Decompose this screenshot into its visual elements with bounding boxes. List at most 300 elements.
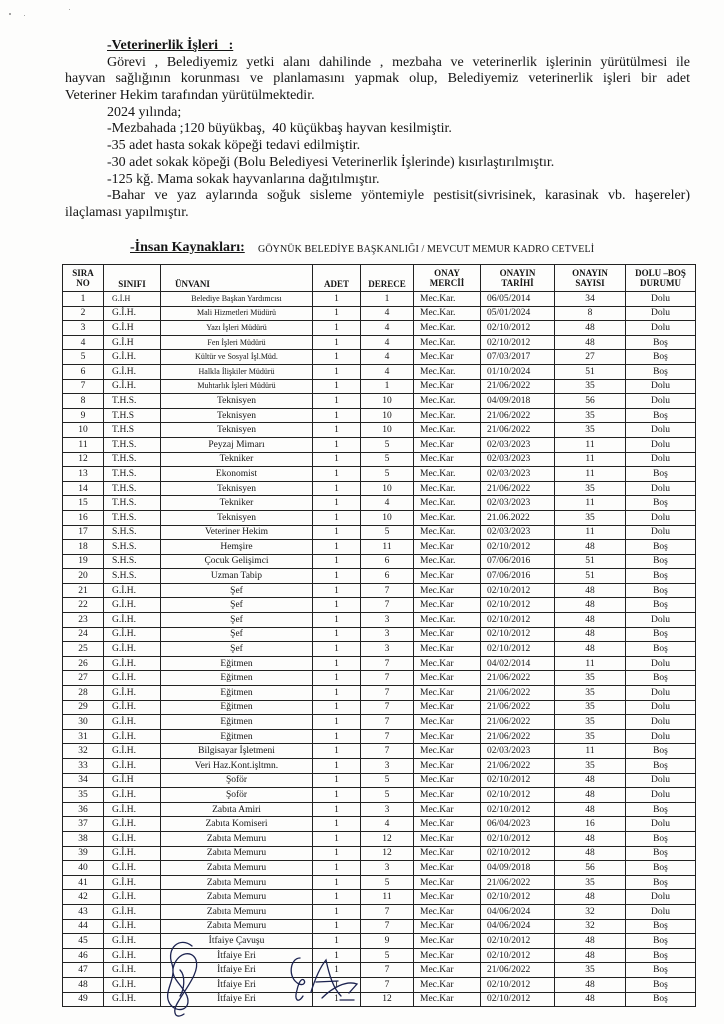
cell-unvani: Teknisyen — [161, 394, 313, 409]
cell-sinifi: T.H.S. — [104, 482, 161, 497]
cell-onayin-sayisi: 11 — [555, 744, 626, 759]
table-row — [63, 861, 696, 876]
cell-derece: 10 — [361, 409, 414, 424]
cell-onayin-sayisi: 35 — [555, 482, 626, 497]
cell-derece: 3 — [361, 613, 414, 628]
cell-onay-mercii: Mec.Kar — [414, 876, 481, 891]
cell-onay-mercii: Mec.Kar — [414, 730, 481, 745]
cell-onayin-sayisi: 48 — [555, 949, 626, 964]
cell-durum: Boş — [626, 336, 696, 351]
cell-onay-mercii: Mec.Kar — [414, 598, 481, 613]
cell-derece: 5 — [361, 788, 414, 803]
cell-onay-mercii: Mec.Kar — [414, 905, 481, 920]
cell-derece: 7 — [361, 598, 414, 613]
cell-onayin-tarihi: 02/10/2012 — [481, 949, 555, 964]
cell-durum: Boş — [626, 934, 696, 949]
cell-sira-no: 8 — [63, 394, 104, 409]
table-row — [63, 496, 696, 511]
header-durum: DOLU –BOŞ DURUMU — [626, 265, 696, 292]
cell-derece: 7 — [361, 657, 414, 672]
cell-durum: Boş — [626, 365, 696, 380]
cell-sinifi: G.İ.H. — [104, 584, 161, 599]
cell-onayin-tarihi: 02/03/2023 — [481, 438, 555, 453]
cell-onay-mercii: Mec.Kar — [414, 934, 481, 949]
table-row — [63, 584, 696, 599]
cell-durum: Dolu — [626, 526, 696, 541]
cell-onayin-sayisi: 11 — [555, 453, 626, 468]
cell-unvani: Eğitmen — [161, 715, 313, 730]
cell-onayin-tarihi: 02/10/2012 — [481, 642, 555, 657]
cell-adet: 1 — [313, 701, 361, 716]
cell-onayin-sayisi: 11 — [555, 496, 626, 511]
cell-onay-mercii: Mec.Kar. — [414, 292, 481, 307]
cell-unvani: Veri Haz.Kont.işltmn. — [161, 759, 313, 774]
cell-onayin-sayisi: 11 — [555, 438, 626, 453]
cell-sinifi: G.İ.H. — [104, 628, 161, 643]
table-row — [63, 949, 696, 964]
cell-onayin-tarihi: 21/06/2022 — [481, 423, 555, 438]
cell-onayin-sayisi: 48 — [555, 803, 626, 818]
cell-unvani: İtfaiye Eri — [161, 963, 313, 978]
cell-unvani: Şef — [161, 584, 313, 599]
cell-onayin-sayisi: 35 — [555, 423, 626, 438]
cell-unvani: Mali Hizmetleri Müdürü — [161, 307, 313, 322]
cell-sira-no: 2 — [63, 307, 104, 322]
cell-sira-no: 27 — [63, 671, 104, 686]
cell-durum: Dolu — [626, 890, 696, 905]
cell-onay-mercii: Mec.Kar. — [414, 336, 481, 351]
cell-onayin-sayisi: 48 — [555, 628, 626, 643]
cell-onayin-tarihi: 02/10/2012 — [481, 788, 555, 803]
cell-sira-no: 20 — [63, 569, 104, 584]
cell-durum: Dolu — [626, 730, 696, 745]
cell-onayin-sayisi: 48 — [555, 978, 626, 993]
cell-sinifi: G.İ.H — [104, 336, 161, 351]
table-row — [63, 847, 696, 862]
cell-onay-mercii: Mec.Kar — [414, 759, 481, 774]
cell-sira-no: 17 — [63, 526, 104, 541]
header-sinifi: SINIFI — [104, 265, 161, 292]
cell-sira-no: 26 — [63, 657, 104, 672]
cell-sira-no: 16 — [63, 511, 104, 526]
header-adet: ADET — [313, 265, 361, 292]
cell-sira-no: 23 — [63, 613, 104, 628]
cell-durum: Boş — [626, 876, 696, 891]
cell-onayin-tarihi: 02/10/2012 — [481, 774, 555, 789]
header-onayin-sayisi: ONAYIN SAYISI — [555, 265, 626, 292]
cell-durum: Boş — [626, 540, 696, 555]
cell-unvani: İtfaiye Çavuşu — [161, 934, 313, 949]
scan-speck — [69, 9, 70, 10]
cell-derece: 4 — [361, 496, 414, 511]
cell-sira-no: 15 — [63, 496, 104, 511]
cell-derece: 5 — [361, 467, 414, 482]
table-row — [63, 642, 696, 657]
cell-derece: 10 — [361, 482, 414, 497]
cell-onayin-tarihi: 04/02/2014 — [481, 657, 555, 672]
cell-sira-no: 40 — [63, 861, 104, 876]
cell-onayin-tarihi: 21/06/2022 — [481, 715, 555, 730]
cell-adet: 1 — [313, 321, 361, 336]
cell-derece: 10 — [361, 394, 414, 409]
cell-onayin-sayisi: 48 — [555, 584, 626, 599]
cell-onay-mercii: Mec.Kar — [414, 993, 481, 1008]
cell-onayin-sayisi: 35 — [555, 730, 626, 745]
cell-derece: 11 — [361, 890, 414, 905]
cell-sinifi: G.İ.H. — [104, 365, 161, 380]
cell-adet: 1 — [313, 642, 361, 657]
cell-onay-mercii: Mec.Kar — [414, 540, 481, 555]
cell-onay-mercii: Mec.Kar — [414, 803, 481, 818]
cell-sira-no: 37 — [63, 817, 104, 832]
cell-unvani: Uzman Tabip — [161, 569, 313, 584]
table-row — [63, 715, 696, 730]
cell-onayin-tarihi: 21/06/2022 — [481, 409, 555, 424]
cell-unvani: Eğitmen — [161, 686, 313, 701]
cell-derece: 7 — [361, 978, 414, 993]
cell-durum: Boş — [626, 671, 696, 686]
table-header-row — [63, 265, 696, 292]
cell-durum: Dolu — [626, 438, 696, 453]
cell-onayin-tarihi: 02/03/2023 — [481, 496, 555, 511]
cell-onay-mercii: Mec.Kar. — [414, 365, 481, 380]
cell-derece: 5 — [361, 876, 414, 891]
cell-onayin-tarihi: 02/03/2023 — [481, 526, 555, 541]
cell-derece: 5 — [361, 453, 414, 468]
cell-onay-mercii: Mec.Kar — [414, 963, 481, 978]
cell-unvani: Yazı İşleri Müdürü — [161, 321, 313, 336]
cell-derece: 3 — [361, 803, 414, 818]
cell-sira-no: 49 — [63, 993, 104, 1008]
cell-onayin-tarihi: 05/01/2024 — [481, 307, 555, 322]
cell-onayin-tarihi: 02/10/2012 — [481, 598, 555, 613]
cell-sira-no: 18 — [63, 540, 104, 555]
cell-durum: Dolu — [626, 788, 696, 803]
scan-speck — [24, 15, 25, 16]
cell-sinifi: G.İ.H — [104, 321, 161, 336]
table-row — [63, 876, 696, 891]
cell-sinifi: G.İ.H. — [104, 993, 161, 1008]
cell-onayin-tarihi: 21/06/2022 — [481, 876, 555, 891]
section-title-veterinerlik: -Veterinerlik İşleri : — [107, 38, 234, 53]
cell-onayin-tarihi: 02/10/2012 — [481, 613, 555, 628]
cell-onay-mercii: Mec.Kar — [414, 861, 481, 876]
cell-sira-no: 47 — [63, 963, 104, 978]
list-item: -Mezbahada ;120 büyükbaş, 40 küçükbaş hayvan kesilmiştir. — [107, 121, 452, 137]
header-unvani: ÜNVANI — [161, 265, 313, 292]
cell-onayin-tarihi: 01/10/2024 — [481, 365, 555, 380]
table-row — [63, 628, 696, 643]
table-row — [63, 832, 696, 847]
cell-sinifi: G.İ.H. — [104, 890, 161, 905]
cell-unvani: Zabıta Memuru — [161, 861, 313, 876]
cell-sinifi: S.H.S. — [104, 540, 161, 555]
cell-adet: 1 — [313, 963, 361, 978]
cell-derece: 3 — [361, 642, 414, 657]
cell-sinifi: G.İ.H. — [104, 759, 161, 774]
cell-derece: 12 — [361, 832, 414, 847]
cell-onay-mercii: Mec.Kar — [414, 657, 481, 672]
cell-onay-mercii: Mec.Kar — [414, 890, 481, 905]
cell-unvani: Şoför — [161, 788, 313, 803]
cell-sinifi: G.İ.H. — [104, 978, 161, 993]
cell-sira-no: 42 — [63, 890, 104, 905]
cell-onayin-sayisi: 35 — [555, 380, 626, 395]
cell-adet: 1 — [313, 671, 361, 686]
cell-onay-mercii: Mec.Kar — [414, 453, 481, 468]
cell-onay-mercii: Mec.Kar — [414, 715, 481, 730]
cell-durum: Dolu — [626, 817, 696, 832]
table-row — [63, 467, 696, 482]
cell-durum: Boş — [626, 409, 696, 424]
cell-durum: Boş — [626, 861, 696, 876]
cell-onay-mercii: Mec.Kar — [414, 438, 481, 453]
cell-unvani: Zabıta Memuru — [161, 920, 313, 935]
cell-onayin-tarihi: 06/05/2014 — [481, 292, 555, 307]
cell-derece: 4 — [361, 817, 414, 832]
cell-onay-mercii: Mec.Kar — [414, 978, 481, 993]
cell-onayin-sayisi: 48 — [555, 934, 626, 949]
cell-onayin-sayisi: 11 — [555, 467, 626, 482]
cell-onayin-sayisi: 35 — [555, 701, 626, 716]
cell-unvani: Peyzaj Mimarı — [161, 438, 313, 453]
cell-adet: 1 — [313, 526, 361, 541]
cell-derece: 4 — [361, 350, 414, 365]
cell-unvani: Zabıta Amiri — [161, 803, 313, 818]
cell-onayin-sayisi: 35 — [555, 671, 626, 686]
cell-sinifi: G.İ.H. — [104, 642, 161, 657]
table-row — [63, 569, 696, 584]
cell-sinifi: S.H.S. — [104, 555, 161, 570]
cell-sinifi: T.H.S. — [104, 496, 161, 511]
cell-onayin-sayisi: 35 — [555, 963, 626, 978]
year-intro: 2024 yılında; — [107, 104, 182, 120]
cell-onayin-sayisi: 35 — [555, 511, 626, 526]
cell-sinifi: T.H.S. — [104, 438, 161, 453]
cell-onayin-tarihi: 21/06/2022 — [481, 671, 555, 686]
cell-sinifi: G.İ.H. — [104, 380, 161, 395]
table-row — [63, 307, 696, 322]
cell-sinifi: T.H.S — [104, 423, 161, 438]
table-row — [63, 890, 696, 905]
cell-adet: 1 — [313, 744, 361, 759]
cell-derece: 10 — [361, 511, 414, 526]
cell-unvani: Fen İşleri Müdürü — [161, 336, 313, 351]
cell-onay-mercii: Mec.Kar. — [414, 467, 481, 482]
cell-adet: 1 — [313, 438, 361, 453]
cell-sira-no: 38 — [63, 832, 104, 847]
cell-derece: 1 — [361, 292, 414, 307]
cell-unvani: Halkla İlişkiler Müdürü — [161, 365, 313, 380]
cell-sira-no: 19 — [63, 555, 104, 570]
cell-onay-mercii: Mec.Kar. — [414, 555, 481, 570]
cell-durum: Dolu — [626, 394, 696, 409]
cell-onay-mercii: Mec.Kar. — [414, 321, 481, 336]
cell-onayin-sayisi: 27 — [555, 350, 626, 365]
cell-onayin-tarihi: 02/10/2012 — [481, 803, 555, 818]
cell-adet: 1 — [313, 336, 361, 351]
table-caption: GÖYNÜK BELEDİYE BAŞKANLIĞI / MEVCUT MEMUR KADRO CETVELİ — [258, 244, 595, 255]
cell-sinifi: G.İ.H — [104, 292, 161, 307]
cell-sira-no: 32 — [63, 744, 104, 759]
cell-adet: 1 — [313, 949, 361, 964]
cell-adet: 1 — [313, 715, 361, 730]
cell-durum: Boş — [626, 496, 696, 511]
cell-onayin-tarihi: 04/06/2024 — [481, 905, 555, 920]
cell-onay-mercii: Mec.Kar. — [414, 394, 481, 409]
table-row — [63, 598, 696, 613]
cell-sinifi: G.İ.H. — [104, 715, 161, 730]
cell-adet: 1 — [313, 394, 361, 409]
cell-derece: 7 — [361, 671, 414, 686]
cell-adet: 1 — [313, 409, 361, 424]
cell-unvani: Ekonomist — [161, 467, 313, 482]
cell-derece: 7 — [361, 744, 414, 759]
cell-sinifi: G.İ.H. — [104, 949, 161, 964]
cell-durum: Boş — [626, 993, 696, 1008]
table-row — [63, 423, 696, 438]
table-row — [63, 978, 696, 993]
cell-onayin-tarihi: 02/10/2012 — [481, 934, 555, 949]
cell-unvani: Zabıta Memuru — [161, 847, 313, 862]
cell-onay-mercii: Mec.Kar — [414, 584, 481, 599]
cell-sira-no: 21 — [63, 584, 104, 599]
cell-onayin-tarihi: 21/06/2022 — [481, 380, 555, 395]
cell-durum: Boş — [626, 803, 696, 818]
cell-durum: Boş — [626, 628, 696, 643]
cell-onayin-tarihi: 02/03/2023 — [481, 453, 555, 468]
cell-onayin-tarihi: 21/06/2022 — [481, 730, 555, 745]
cell-durum: Boş — [626, 963, 696, 978]
kadro-table — [62, 264, 696, 1007]
cell-derece: 10 — [361, 423, 414, 438]
cell-onayin-sayisi: 48 — [555, 774, 626, 789]
cell-sira-no: 39 — [63, 847, 104, 862]
cell-onay-mercii: Mec.Kar — [414, 701, 481, 716]
cell-onayin-sayisi: 48 — [555, 540, 626, 555]
cell-adet: 1 — [313, 978, 361, 993]
cell-sira-no: 12 — [63, 453, 104, 468]
table-row — [63, 993, 696, 1008]
cell-derece: 7 — [361, 905, 414, 920]
cell-derece: 5 — [361, 774, 414, 789]
table-row — [63, 788, 696, 803]
table-row — [63, 730, 696, 745]
cell-onayin-sayisi: 35 — [555, 876, 626, 891]
cell-derece: 5 — [361, 526, 414, 541]
cell-onay-mercii: Mec.Kar. — [414, 482, 481, 497]
cell-onayin-sayisi: 11 — [555, 657, 626, 672]
table-row — [63, 963, 696, 978]
cell-onayin-sayisi: 56 — [555, 861, 626, 876]
cell-sinifi: T.H.S. — [104, 453, 161, 468]
cell-onayin-sayisi: 48 — [555, 847, 626, 862]
cell-onayin-tarihi: 02/10/2012 — [481, 978, 555, 993]
cell-adet: 1 — [313, 759, 361, 774]
cell-durum: Dolu — [626, 686, 696, 701]
cell-sinifi: G.İ.H. — [104, 920, 161, 935]
cell-durum: Dolu — [626, 380, 696, 395]
cell-sira-no: 46 — [63, 949, 104, 964]
list-item: -30 adet sokak köpeği (Bolu Belediyesi Veterinerlik İşlerinde) kısırlaştırılmıştır. — [107, 154, 555, 170]
table-row — [63, 350, 696, 365]
paragraph-line: Veteriner Hekim tarafından yürütülmektedir. — [65, 88, 315, 104]
cell-onayin-sayisi: 35 — [555, 409, 626, 424]
cell-unvani: Zabıta Memuru — [161, 832, 313, 847]
cell-durum: Boş — [626, 584, 696, 599]
cell-onayin-sayisi: 32 — [555, 920, 626, 935]
cell-sira-no: 1 — [63, 292, 104, 307]
table-row — [63, 803, 696, 818]
cell-adet: 1 — [313, 774, 361, 789]
cell-durum: Dolu — [626, 701, 696, 716]
cell-durum: Dolu — [626, 423, 696, 438]
cell-adet: 1 — [313, 934, 361, 949]
cell-sira-no: 30 — [63, 715, 104, 730]
table-row — [63, 482, 696, 497]
cell-onay-mercii: Mec.Kar — [414, 686, 481, 701]
header-onay-mercii: ONAY MERCİİ — [414, 265, 481, 292]
cell-adet: 1 — [313, 423, 361, 438]
cell-onay-mercii: Mec.Kar — [414, 920, 481, 935]
cell-onay-mercii: Mec.Kar — [414, 774, 481, 789]
table-row — [63, 438, 696, 453]
table-row — [63, 511, 696, 526]
cell-sira-no: 6 — [63, 365, 104, 380]
cell-derece: 5 — [361, 438, 414, 453]
cell-unvani: Teknisyen — [161, 511, 313, 526]
cell-derece: 3 — [361, 861, 414, 876]
cell-onayin-sayisi: 56 — [555, 394, 626, 409]
table-row — [63, 336, 696, 351]
cell-onayin-sayisi: 51 — [555, 365, 626, 380]
cell-unvani: Teknisyen — [161, 423, 313, 438]
cell-onay-mercii: Mec.Kar — [414, 671, 481, 686]
cell-derece: 3 — [361, 759, 414, 774]
cell-derece: 4 — [361, 365, 414, 380]
list-item: -Bahar ve yaz aylarında soğuk sisleme yöntemiyle pestisit(sivrisinek, karasinak vb. haşereler) — [107, 188, 690, 204]
cell-onay-mercii: Mec.Kar. — [414, 613, 481, 628]
cell-unvani: Tekniker — [161, 453, 313, 468]
cell-onay-mercii: Mec.Kar — [414, 847, 481, 862]
cell-derece: 7 — [361, 715, 414, 730]
cell-unvani: Eğitmen — [161, 671, 313, 686]
cell-onayin-tarihi: 02/10/2012 — [481, 890, 555, 905]
cell-adet: 1 — [313, 496, 361, 511]
paragraph-line: Görevi , Belediyemiz yetki alanı dahilinde , mezbaha ve veterinerlik işlerinin yürütülmesi ile — [107, 54, 690, 70]
cell-derece: 7 — [361, 730, 414, 745]
cell-onay-mercii: Mec.Kar. — [414, 307, 481, 322]
cell-onayin-tarihi: 07/06/2016 — [481, 569, 555, 584]
table-row — [63, 394, 696, 409]
cell-onay-mercii: Mec.Kar — [414, 744, 481, 759]
cell-onayin-sayisi: 16 — [555, 817, 626, 832]
cell-sira-no: 35 — [63, 788, 104, 803]
cell-unvani: Teknisyen — [161, 482, 313, 497]
table-row — [63, 701, 696, 716]
cell-unvani: Şef — [161, 613, 313, 628]
table-row — [63, 380, 696, 395]
cell-onayin-tarihi: 04/06/2024 — [481, 920, 555, 935]
cell-derece: 9 — [361, 934, 414, 949]
cell-onayin-tarihi: 07/03/2017 — [481, 350, 555, 365]
cell-unvani: Şef — [161, 598, 313, 613]
cell-sira-no: 34 — [63, 774, 104, 789]
cell-onayin-tarihi: 02/10/2012 — [481, 847, 555, 862]
cell-onayin-sayisi: 48 — [555, 832, 626, 847]
cell-onayin-sayisi: 32 — [555, 905, 626, 920]
cell-onayin-tarihi: 02/10/2012 — [481, 832, 555, 847]
